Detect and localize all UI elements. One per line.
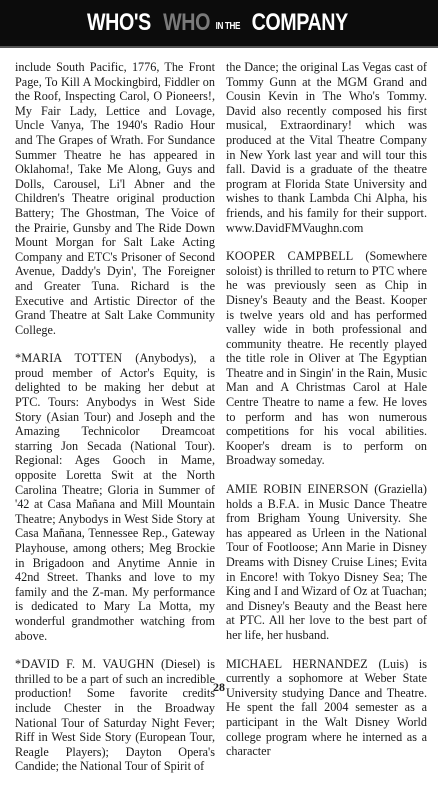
header-in-the: IN THE xyxy=(215,20,240,32)
bio-richard-continued: include South Pacific, 1776, The Front Page, To Kill A Mockingbird, Fiddler on the Roof, Inspecting Carol, O Pioneers!, My Fair Lady, Lettice and Lovage, Uncle Vanya, The 1940's Radio Hour and The Grapes of Wrath. For Sundance Summer Theatre he has appeared in Oklahoma!, Take Me Along, Guys and Dolls, Carousel, Li'l Abner and the Children's Theatre original production Battery; The Ghostman, The Voice of the Prairie, Gunsby and The Ride Down Mount Morgan for Salt Lake Acting Company and ETC's Prisoner of Second Avenue, Daddy's Dyin', The Foreigner and Greater Tuna. Richard is the Executive and Artistic Director of the Grand Theatre at Salt Lake Community College. xyxy=(15,60,215,337)
header-rule xyxy=(0,46,438,48)
page-header-banner xyxy=(0,0,438,46)
bio-name: MICHAEL HERNANDEZ xyxy=(226,656,368,671)
bio-name: *MARIA TOTTEN xyxy=(15,351,123,366)
header-whos: WHO'S xyxy=(86,9,151,36)
bio-amie-einerson xyxy=(226,482,427,643)
bio-text: (Diesel) is thrilled to be a part of such an incredible production! Some favorite credits include Chester in the Broadway National Tour of Saturday Night Fever; Riff in West Side Story (European Tour, Reagle Players); Dayton Opera's Candide; the National Tour of Spirit of xyxy=(15,657,215,774)
left-column xyxy=(15,60,215,788)
header-company: COMPANY xyxy=(251,9,348,36)
right-column xyxy=(226,60,427,773)
bio-name: KOOPER CAMPBELL xyxy=(226,249,354,264)
bio-maria-totten xyxy=(15,351,215,643)
bio-michael-hernandez xyxy=(226,657,427,759)
bio-david-vaughn xyxy=(15,657,215,774)
bio-david-vaughn-continued: the Dance; the original Las Vegas cast of Tommy Gunn at the MGM Grand and Cousin Kevin in The Who's Tommy. David also recently composed his first musical, Extraordinary! which was produced at the Vital Theatre Company in New York last year and will tour this fall. David is a graduate of the theatre program at Florida State University and wishes to thank Lambda Chi Alpha, his friends, and his family for their support. www.DavidFMVaughn.com xyxy=(226,60,427,235)
bio-text: (Graziella) holds a B.F.A. in Music Dance Theatre from Brigham Young University. She has appeared as Urleen in the National Tour of Footloose; Ann Marie in Disney Dreams with Disney Cruise Lines; Evita in Encore! with Tokyo Disney Sea; The King and I and Wizard of Oz at Tuachan; and Disney's Beauty and the Beast here at PTC. All her love to the best part of her life, her husband. xyxy=(226,482,428,642)
page-number: 28 xyxy=(213,680,225,694)
header-who-ghost: WHO xyxy=(162,9,210,36)
bio-kooper-campbell xyxy=(226,249,427,468)
bio-name: AMIE ROBIN EINERSON xyxy=(226,482,369,497)
bio-text: (Somewhere soloist) is thrilled to return to PTC where he was previously seen as Chip in Disney's Beauty and the Beast. Kooper is twelve years old and has performed valley wide in both professional and community theatre. He recently played the title role in Oliver at The Egyptian Theatre and in Singin' in the Rain, Music Man and A Christmas Carol at Hale Centre Theatre to name a few. He loves to perform and has won numerous competitions for his vocal abilities. Kooper's dream is to perform on Broadway someday. xyxy=(226,249,428,468)
bio-text: (Anybodys), a proud member of Actor's Equity, is delighted to be making her debut at PTC. Tours: Anybodys in West Side Story (Asian Tour) and Joseph and the Amazing Technicolor Dreamcoat starring Jon Secada (National Tour). Regional: Ages Gooch in Mame, opposite Loretta Swit at the North Carolina Theatre; Gloria in Summer of '42 at Casa Mañana and Mill Mountain Theatre; Anybodys in West Side Story at Casa Mañana, Tennessee Rep., Gateway Playhouse, among others; Meg Brockie in Brigadoon and Anytime Annie in 42nd Street. Thanks and love to my family and the Z-man. My performance is dedicated to Mary La Motta, my wonderful grandmother watching from above. xyxy=(15,351,215,643)
bio-text: (Luis) is currently a sophomore at Weber State University studying Dance and Theatre. He spent the fall 2004 semester as a participant in the Walt Disney World college program where he interned as a character xyxy=(226,656,428,759)
bio-name: *DAVID F. M. VAUGHN xyxy=(15,657,155,672)
